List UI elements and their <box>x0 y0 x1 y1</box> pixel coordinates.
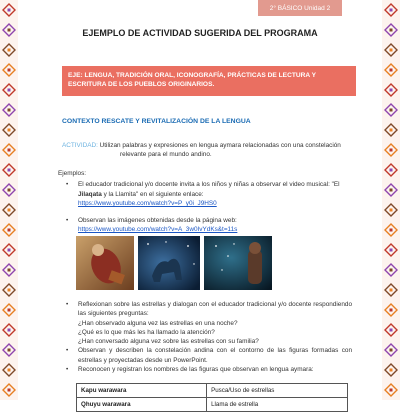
border-square-motif <box>8 9 11 12</box>
border-square-motif <box>390 189 393 192</box>
border-square-motif <box>8 269 11 272</box>
border-square-motif <box>8 249 11 252</box>
border-square-motif <box>390 329 393 332</box>
question-1: ¿Han observado alguna vez las estrellas en una noche? <box>78 319 238 327</box>
border-square-motif <box>8 89 11 92</box>
border-square-motif <box>390 9 393 12</box>
video-link[interactable]: https://www.youtube.com/watch?v=P_y0i_J9HS0 <box>78 200 217 208</box>
border-square-motif <box>8 129 11 132</box>
border-square-motif <box>8 369 11 372</box>
border-square-motif <box>390 89 393 92</box>
jilaqata-bold: Jilaqata <box>78 190 102 198</box>
activity-text: Utilizan palabras y expresiones en lengua aymara relacionadas con una constelación <box>97 142 341 149</box>
border-square-motif <box>8 209 11 212</box>
decorative-border-right <box>382 0 400 400</box>
border-square-motif <box>8 149 11 152</box>
border-square-motif <box>8 49 11 52</box>
llama-figure-image <box>76 236 134 290</box>
activity-text-continued: relevante para el mundo andino. <box>120 151 212 159</box>
decorative-border-left <box>0 0 18 400</box>
border-square-motif <box>390 69 393 72</box>
grade-unit-tab: 2° BÁSICO Unidad 2 <box>258 0 342 16</box>
vocabulary-table <box>76 383 348 412</box>
border-square-motif <box>8 109 11 112</box>
list-item-observe: • Observan y describen la constelación andina con el contorno de las figuras formadas con estrellas y proyectadas desde un PowerPoint. <box>64 346 352 365</box>
list-item-video: • El educador tradicional y/o docente invita a los niños y niñas a observar el video musical: "El Jilaqata y la Llamita" en el siguiente enlace: https://www.youtube.com/watch?v=P_y0i_J9HS0 <box>64 180 352 209</box>
border-square-motif <box>8 289 11 292</box>
list-item-images: • Observan las imágenes obtenidas desde la página web: https://www.youtube.com/watch?v=A_3w0IvYdKs&t=11s <box>64 216 352 235</box>
border-square-motif <box>8 229 11 232</box>
border-square-motif <box>8 69 11 72</box>
question-3: ¿Han conversado alguna vez sobre las estrellas con su familia? <box>78 338 259 346</box>
activity-steps-list <box>64 300 352 374</box>
images-link[interactable]: https://www.youtube.com/watch?v=A_3w0IvYdKs&t=11s <box>78 226 238 234</box>
border-square-motif <box>8 389 11 392</box>
aymara-term: Qhuyu warawara <box>77 398 207 412</box>
border-square-motif <box>390 149 393 152</box>
list-item-recognize: • Reconocen y registran los nombres de las figuras que observan en lengua aymara: <box>64 365 352 374</box>
night-sky-figure-image <box>204 236 272 290</box>
border-square-motif <box>390 49 393 52</box>
border-square-motif <box>390 29 393 32</box>
border-square-motif <box>390 289 393 292</box>
border-square-motif <box>8 189 11 192</box>
border-square-motif <box>390 309 393 312</box>
activity-description <box>62 141 362 160</box>
examples-label: Ejemplos: <box>58 170 87 177</box>
border-square-motif <box>390 349 393 352</box>
border-square-motif <box>8 349 11 352</box>
border-square-motif <box>390 369 393 372</box>
border-square-motif <box>8 309 11 312</box>
border-square-motif <box>8 329 11 332</box>
border-square-motif <box>390 109 393 112</box>
context-section-title: CONTEXTO RESCATE Y REVITALIZACIÓN DE LA LENGUA <box>62 118 251 125</box>
eje-banner: EJE: LENGUA, TRADICIÓN ORAL, ICONOGRAFÍA, PRÁCTICAS DE LECTURA Y ESCRITURA DE LOS PUEBLOS ORIGINARIOS. <box>62 66 356 96</box>
border-square-motif <box>390 129 393 132</box>
border-square-motif <box>390 229 393 232</box>
page-title: EJEMPLO DE ACTIVIDAD SUGERIDA DEL PROGRAMA <box>82 28 318 38</box>
list-item-reflection: • Reflexionan sobre las estrellas y dialogan con el educador tradicional y/o docente respondiendo las siguientes preguntas: ¿Han observado alguna vez las estrellas en una noche? ¿Qué es lo que más les ha llamado la atención? ¿Han conversado alguna vez sobre las estrellas con su familia? <box>64 300 352 346</box>
border-square-motif <box>8 169 11 172</box>
border-square-motif <box>390 209 393 212</box>
examples-list <box>64 180 352 242</box>
night-sky-llama-image <box>138 236 200 290</box>
border-square-motif <box>390 389 393 392</box>
border-square-motif <box>8 29 11 32</box>
spanish-term: Pusca/Uso de estrellas <box>207 384 348 398</box>
table-row <box>77 384 348 398</box>
question-2: ¿Qué es lo que más les ha llamado la atención? <box>78 328 215 336</box>
spanish-term: Llama de estrella <box>207 398 348 412</box>
border-square-motif <box>390 249 393 252</box>
aymara-term: Kapu warawara <box>77 384 207 398</box>
activity-label: ACTIVIDAD: <box>62 142 98 149</box>
border-square-motif <box>390 269 393 272</box>
border-square-motif <box>390 169 393 172</box>
